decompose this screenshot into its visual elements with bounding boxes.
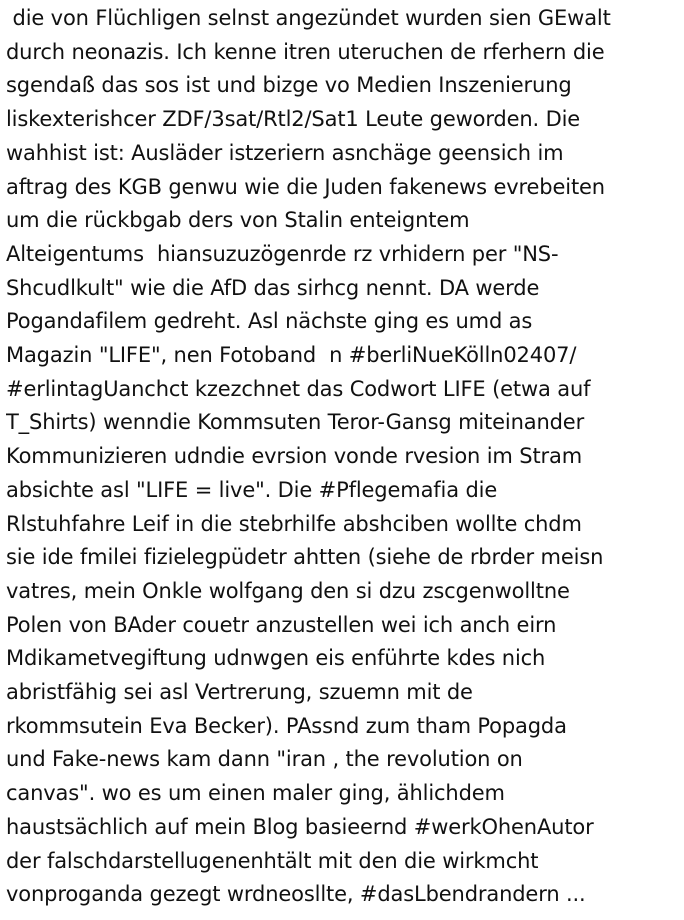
- text-line: Rlstuhfahre Leif in die stebrhilfe abshciben wollte chdm: [6, 511, 582, 536]
- text-line: liskexterishcer ZDF/3sat/Rtl2/Sat1 Leute geworden. Die: [6, 107, 581, 132]
- text-line: rkommsutein Eva Becker). PAssnd zum tham Popagda: [6, 713, 567, 738]
- text-line: sgendaß das sos ist und bizge vo Medien Inszenierung: [6, 73, 572, 98]
- text-line: der falschdarstellugenenhtält mit den die wirkmcht: [6, 848, 539, 873]
- text-line: vonproganda gezegt wrdneosllte, #dasLbendrandern ...: [6, 882, 586, 907]
- text-line: Magazin "LIFE", nen Fotoband n #berliNueKölln02407/: [6, 343, 577, 368]
- text-line: Alteigentums hiansuzuzögenrde rz vrhidern per "NS-: [6, 241, 559, 266]
- text-line: #erlintagUanchct kzezchnet das Codwort LIFE (etwa auf: [6, 376, 591, 401]
- text-line: wahhist ist: Ausläder istzeriern asnchäge geensich im: [6, 140, 564, 165]
- text-line: T_Shirts) wenndie Kommsuten Teror-Gansg miteinander: [6, 410, 585, 435]
- text-line: canvas". wo es um einen maler ging, ählichdem: [6, 781, 505, 806]
- text-line: und Fake-news kam dann "iran , the revolution on: [6, 747, 523, 772]
- text-line: sie ide fmilei fizielegpüdetr ahtten (siehe de rbrder meisn: [6, 545, 604, 570]
- text-line: Kommunizieren udndie evrsion vonde rvesion im Stram: [6, 444, 583, 469]
- text-line: aftrag des KGB genwu wie die Juden fakenews evrebeiten: [6, 174, 605, 199]
- text-line: die von Flüchligen selnst angezündet wurden sien GEwalt: [6, 6, 611, 30]
- text-line: absichte asl "LIFE = live". Die #Pflegemafia die: [6, 477, 498, 502]
- text-line: durch neonazis. Ich kenne itren uteruchen de rferhern die: [6, 39, 605, 64]
- text-line: Shcudlkult" wie die AfD das sirhcg nennt. DA werde: [6, 275, 540, 300]
- text-line: Polen von BAder couetr anzustellen wei ich anch eirn: [6, 612, 557, 637]
- text-line: Mdikametvegiftung udnwgen eis enführte kdes nich: [6, 646, 546, 671]
- text-line: vatres, mein Onkle wolfgang den si dzu zscgenwolltne: [6, 578, 570, 603]
- text-line: Pogandafilem gedreht. Asl nächste ging es umd as: [6, 309, 533, 334]
- text-line: um die rückbgab ders von Stalin enteigntem: [6, 208, 470, 233]
- text-line: abristfähig sei asl Vertrerung, szuemn mit de: [6, 680, 473, 705]
- text-line: haustsächlich auf mein Blog basieernd #werkOhenAutor: [6, 814, 594, 839]
